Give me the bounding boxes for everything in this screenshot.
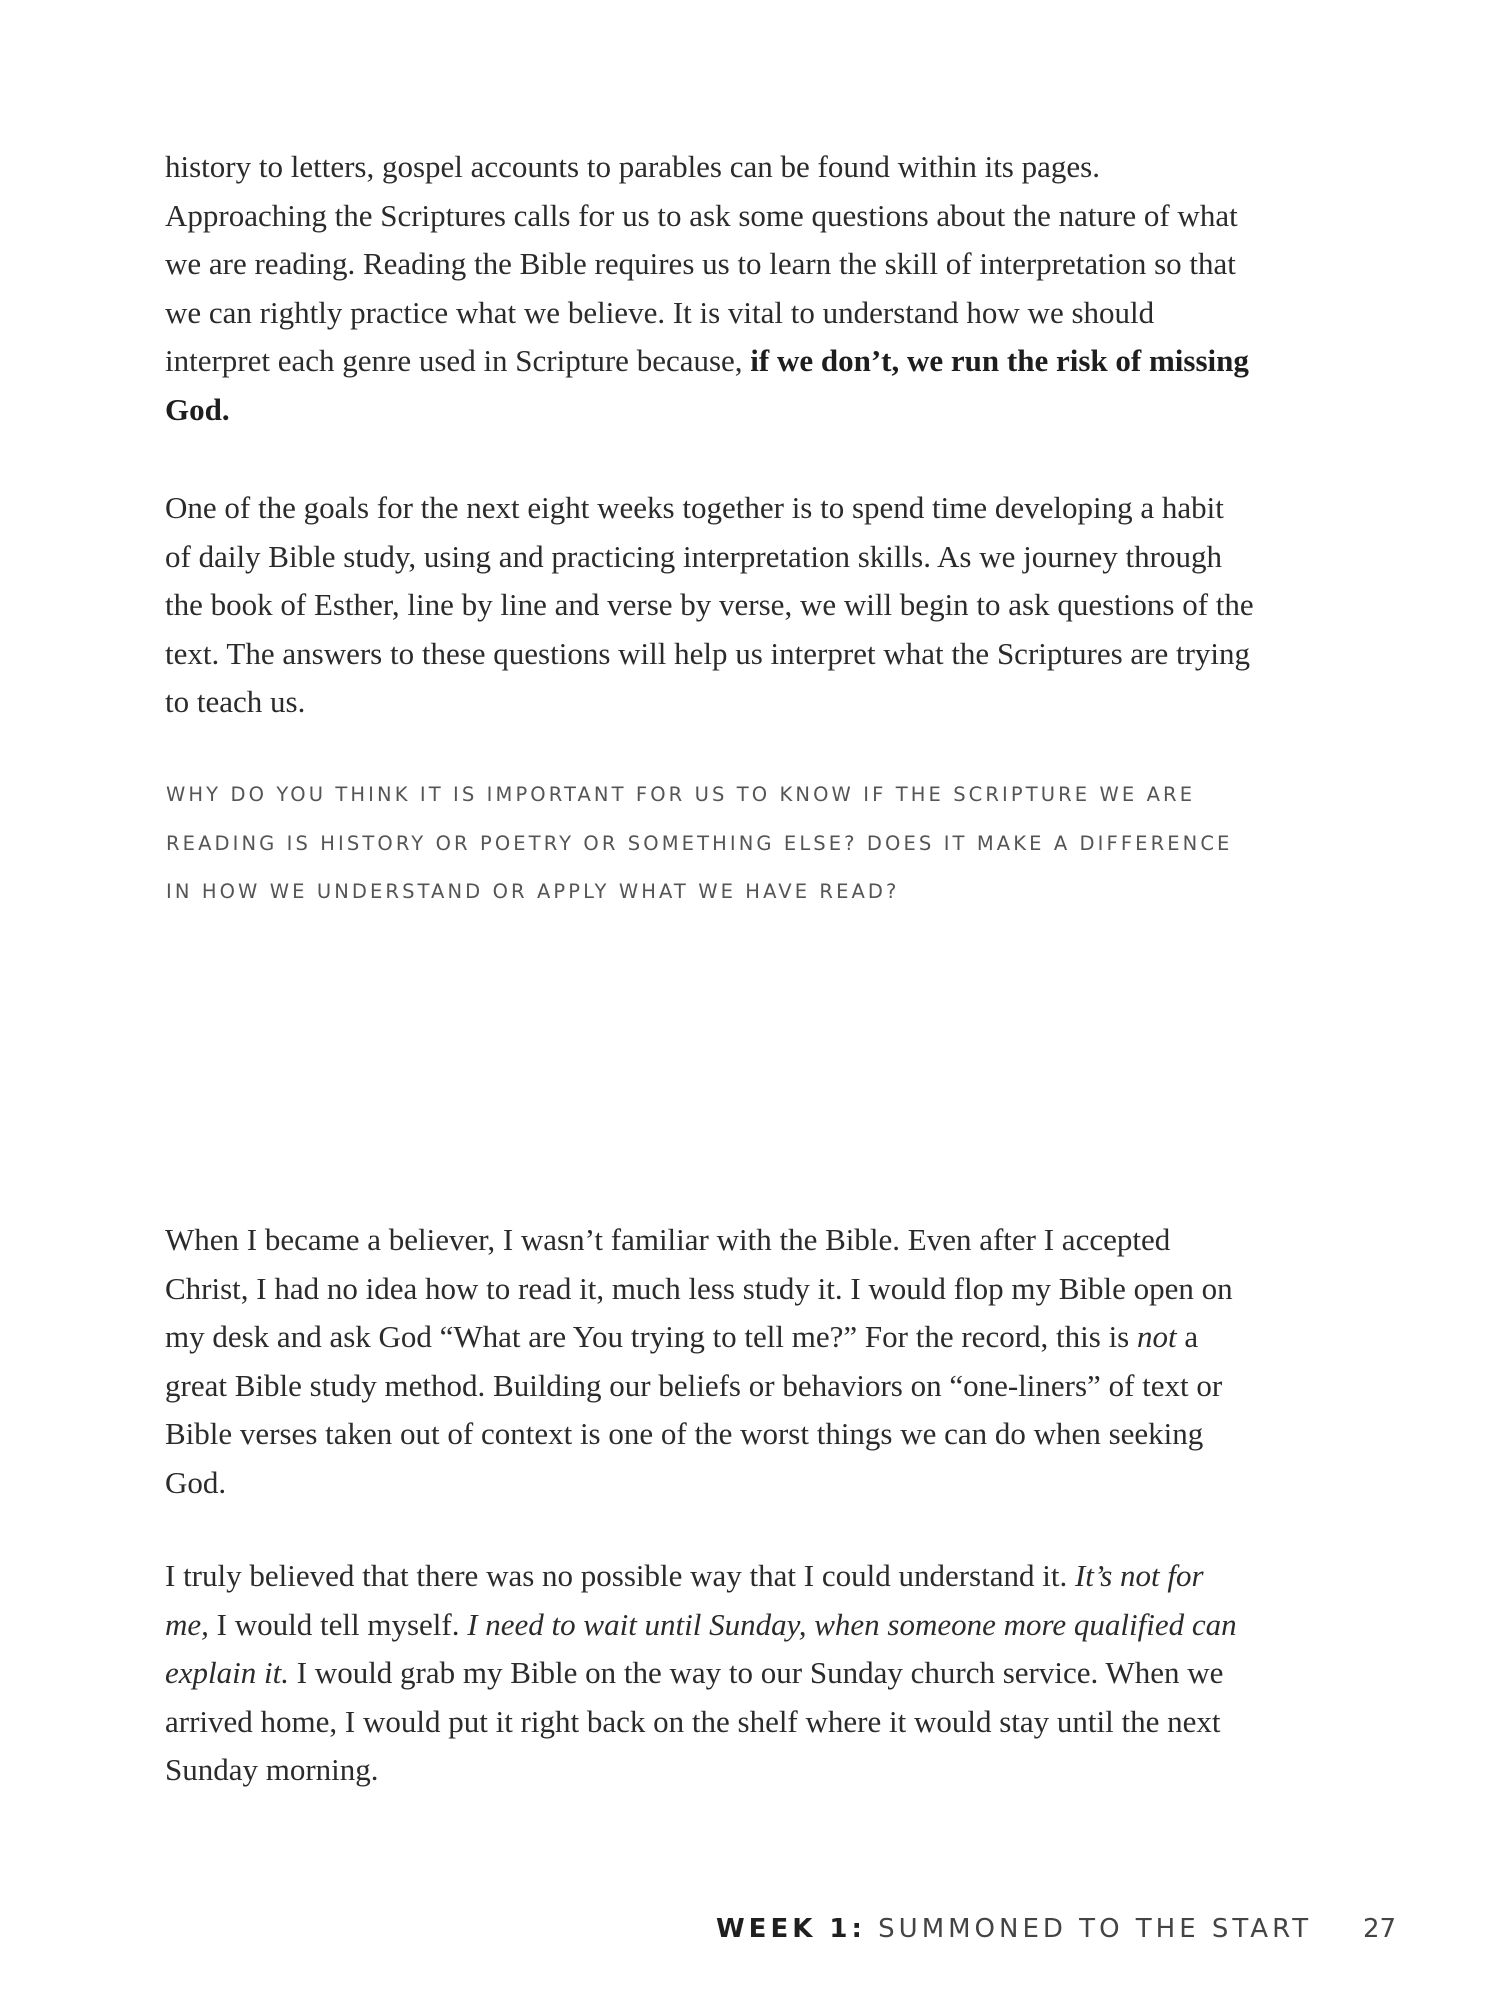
paragraph-believer-italic: not bbox=[1137, 1319, 1177, 1354]
paragraph-understanding-text-3: I would grab my Bible on the way to our Sunday church service. When we arrived home, I would put it right back on the shelf where it would stay until the next Sunday morning. bbox=[165, 1655, 1224, 1787]
paragraph-genres-text: history to letters, gospel accounts to parables can be found within its pages. Approaching the Scriptures calls for us to ask some questions about the nature of what we are reading. Reading the Bible requires us to learn the skill of interpretation so that we can rightly practice what we believe. It is vital to understand how we should interpret each genre used in Scripture because, bbox=[165, 149, 1238, 378]
paragraph-understanding-italic-2: I need to wait until Sunday, when someone more qualified can explain it. bbox=[165, 1606, 1237, 1690]
reflection-question-text: WHY DO YOU THINK IT IS IMPORTANT FOR US TO KNOW IF THE SCRIPTURE WE ARE READING IS HISTORY OR POETRY OR SOMETHING ELSE? DOES IT MAKE A DIFFERENCE IN HOW WE UNDERSTAND OR APPLY WHAT WE HAVE READ? bbox=[166, 783, 1233, 903]
paragraph-believer bbox=[165, 1216, 1255, 1507]
paragraph-understanding bbox=[165, 1552, 1255, 1795]
paragraph-goals bbox=[165, 484, 1255, 727]
paragraph-understanding-text-2: I would tell myself. bbox=[208, 1606, 468, 1642]
paragraph-goals-text: One of the goals for the next eight weeks together is to spend time developing a habit of daily Bible study, using and practicing interpretation skills. As we journey through the book of Esther, line by line and verse by verse, we will begin to ask questions of the text. The answers to these questions will help us interpret what the Scriptures are trying to teach us. bbox=[165, 490, 1254, 719]
paragraph-believer-text-2: a great Bible study method. Building our beliefs or behaviors on “one-liners” of text or Bible verses taken out of context is one of the worst things we can do when seeking God. bbox=[165, 1319, 1223, 1500]
footer-chapter-title: SUMMONED TO THE START bbox=[878, 1914, 1313, 1944]
paragraph-believer-text-1: When I became a believer, I wasn’t familiar with the Bible. Even after I accepted Christ, I had no idea how to read it, much less study it. I would flop my Bible open on my desk and ask God “What are You trying to tell me?” For the record, this is bbox=[165, 1222, 1233, 1354]
reflection-question bbox=[166, 771, 1246, 917]
paragraph-understanding-text-1: I truly believed that there was no possible way that I could understand it. bbox=[165, 1558, 1075, 1593]
paragraph-genres bbox=[165, 143, 1255, 434]
running-footer bbox=[716, 1914, 1312, 1944]
page-number: 27 bbox=[1363, 1914, 1397, 1944]
paragraph-understanding-italic-1: It’s not for me, bbox=[165, 1558, 1204, 1642]
footer-week-label: WEEK 1: bbox=[716, 1914, 866, 1944]
paragraph-genres-bold: if we don’t, we run the risk of missing God. bbox=[165, 343, 1249, 427]
